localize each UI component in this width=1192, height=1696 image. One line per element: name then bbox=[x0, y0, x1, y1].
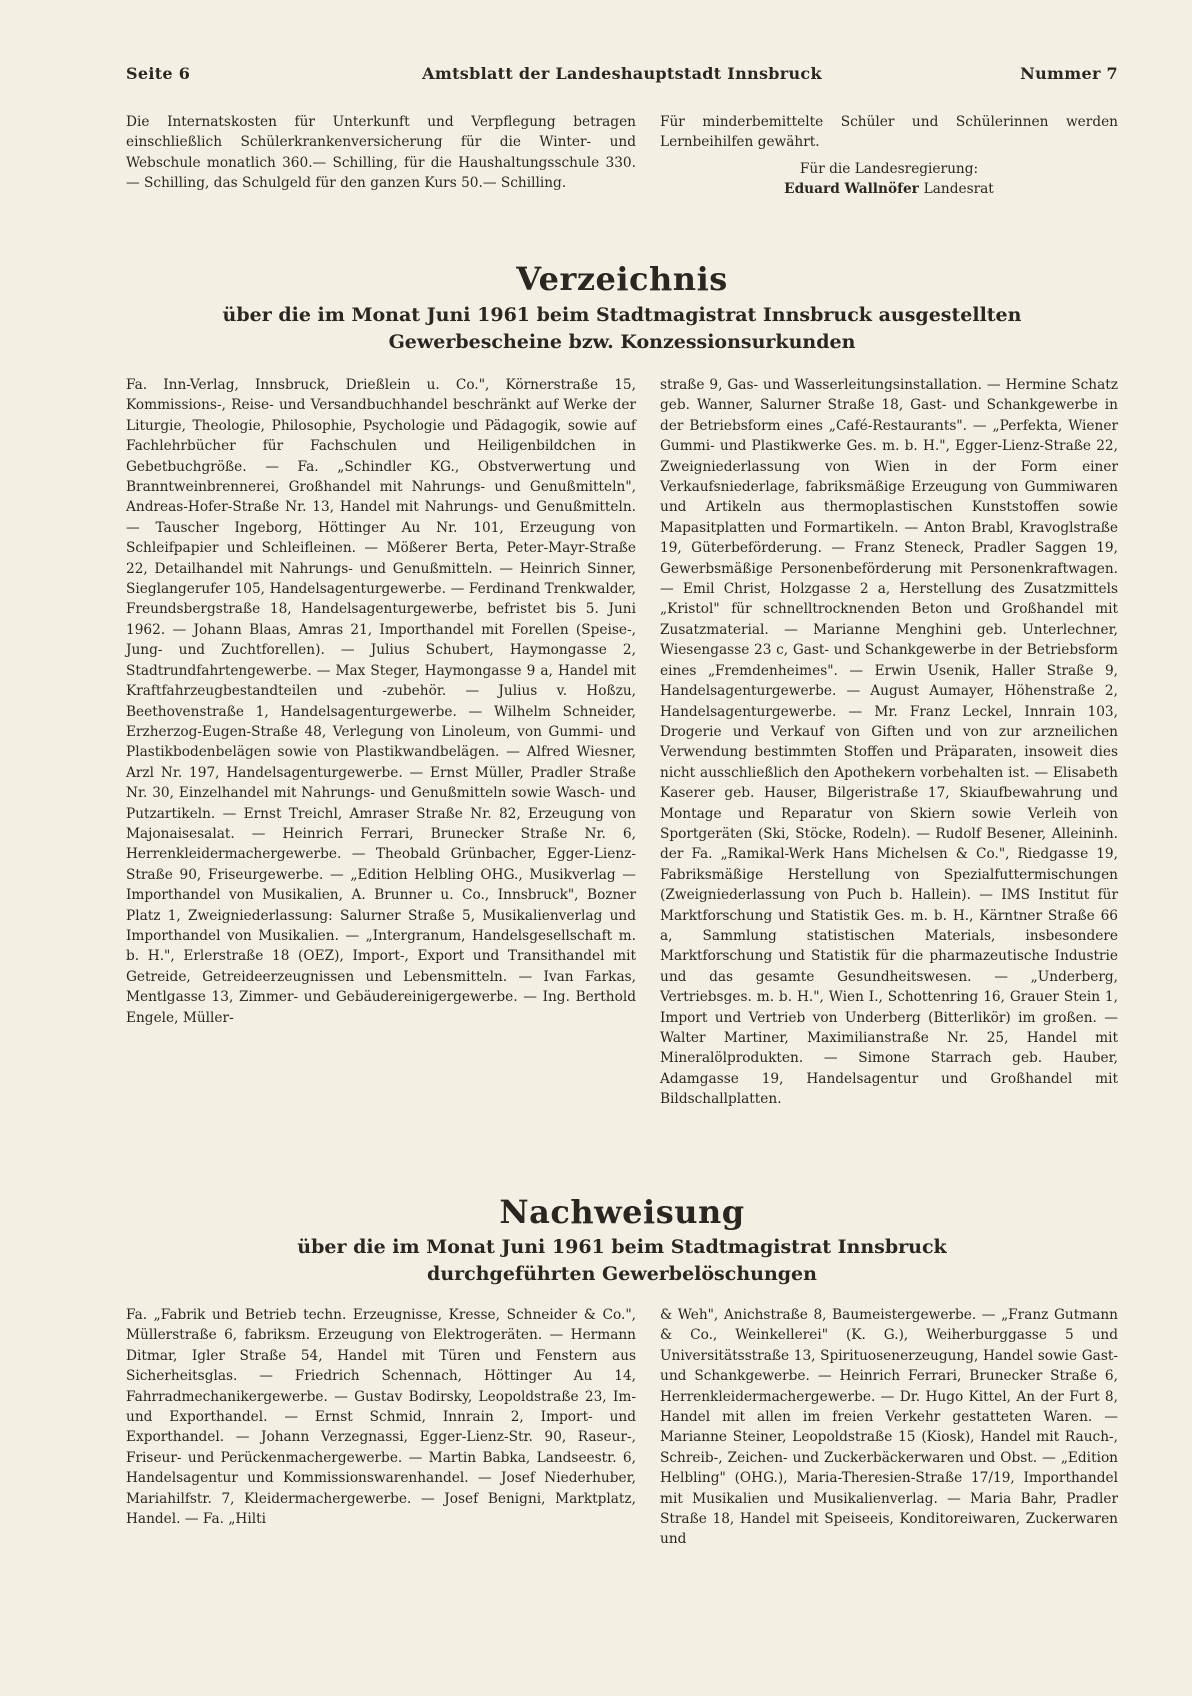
section1-subtitle-line1: über die im Monat Juni 1961 beim Stadtmagistrat Innsbruck ausgestellten bbox=[222, 304, 1022, 326]
page-number: Seite 6 bbox=[126, 64, 191, 83]
section1-right-column bbox=[660, 375, 1118, 1110]
section1-left-text: Fa. Inn-Verlag, Innsbruck, Drießlein u. Co.", Körnerstraße 15, Kommissions-, Reise- und Versandbuchhandel beschränkt auf Werke der Liturgie, Theologie, Philosophie, Psychologie und Pädagogik, sowie auf Fachlehrbücher für Fachschulen und Heiligenbildchen in Gebetbuchgröße. — Fa. „Schindler KG., Obstverwertung und Branntweinbrennerei, Großhandel mit Nahrungs- und Genußmitteln", Andreas-Hofer-Straße Nr. 13, Handel mit Nahrungs- und Genußmitteln. — Tauscher Ingeborg, Höttinger Au Nr. 101, Erzeugung von Schleifpapier und Schleifleinen. — Mößerer Berta, Peter-Mayr-Straße 22, Detailhandel mit Nahrungs- und Genußmitteln. — Heinrich Sinner, Sieglangerufer 105, Handelsagenturgewerbe. — Ferdinand Trenkwalder, Freundsbergstraße 18, Handelsagenturgewerbe, befristet bis 5. Juni 1962. — Johann Blaas, Amras 21, Importhandel mit Forellen (Speise-, Jung- und Zuchtforellen). — Julius Schubert, Haymongasse 2, Stadtrundfahrtengewerbe. — Max Steger, Haymongasse 9 a, Handel mit Kraftfahrzeugbestandteilen und -zubehör. — Julius v. Hoßzu, Beethovenstraße 1, Handelsagenturgewerbe. — Wilhelm Schneider, Erzherzog-Eugen-Straße 48, Verlegung von Linoleum, von Gummi- und Plastikbodenbelägen sowie von Plastikwandbelägen. — Alfred Wiesner, Arzl Nr. 197, Handelsagenturgewerbe. — Ernst Müller, Pradler Straße Nr. 30, Einzelhandel mit Nahrungs- und Genußmitteln sowie Wasch- und Putzartikeln. — Ernst Treichl, Amraser Straße Nr. 82, Erzeugung von Majonaisesalat. — Heinrich Ferrari, Brunecker Straße Nr. 6, Herrenkleidermachergewerbe. — Theobald Grünbacher, Egger-Lienz-Straße 90, Friseurgewerbe. — „Edition Helbling OHG., Musikverlag — Importhandel von Musikalien, A. Brunner u. Co., Innsbruck", Bozner Platz 1, Zweigniederlassung: Salurner Straße 5, Musikalienverlag und Importhandel von Musikalien. — „Intergranum, Handelsgesellschaft m. b. H.", Erlerstraße 18 (OEZ), Import-, Export und Transithandel mit Getreide, Getreideerzeugnissen und Lebensmitteln. — Ivan Farkas, Mentlgasse 13, Zimmer- und Gebäudereinigergewerbe. — Ing. Berthold Engele, Müller- bbox=[126, 377, 636, 1026]
section2-right-column bbox=[660, 1305, 1118, 1550]
issue-number: Nummer 7 bbox=[1020, 64, 1118, 83]
signature-line: Für die Landesregierung: bbox=[799, 160, 979, 177]
intro-right-text: Für minderbemittelte Schüler und Schülerinnen werden Lernbeihilfen gewährt. bbox=[660, 114, 1118, 151]
signature-name: Eduard Wallnöfer bbox=[784, 181, 919, 198]
section1-title: Verzeichnis bbox=[516, 260, 728, 298]
intro-left-column bbox=[126, 112, 636, 194]
section2-title: Nachweisung bbox=[499, 1193, 745, 1231]
signature-block bbox=[660, 179, 1118, 199]
publication-title: Amtsblatt der Landeshauptstadt Innsbruck bbox=[422, 64, 822, 83]
section2-left-column bbox=[126, 1305, 636, 1529]
section2-subtitle-line1: über die im Monat Juni 1961 beim Stadtmagistrat Innsbruck bbox=[297, 1236, 947, 1258]
section2-right-text: & Weh", Anichstraße 8, Baumeistergewerbe. — „Franz Gutmann & Co., Weinkellerei" (K. G.), Weiherburggasse 5 und Universitätsstraße 13, Spirituosenerzeugung, Handel sowie Gast- und Schankgewerbe. — Heinrich Ferrari, Brunecker Straße 6, Herrenkleidermachergewerbe. — Dr. Hugo Kittel, An der Furt 8, Handel mit allen im freien Verkehr gestatteten Waren. — Marianne Steiner, Leopoldstraße 15 (Kiosk), Handel mit Rauch-, Schreib-, Zeichen- und Zuckerbäckerwaren und Obst. — „Edition Helbling" (OHG.), Maria-Theresien-Straße 17/19, Importhandel mit Musikalien und Musikalienverlag. — Maria Bahr, Pradler Straße 18, Handel mit Speiseeis, Konditoreiwaren, Zuckerwaren und bbox=[660, 1307, 1118, 1548]
intro-right-column bbox=[660, 112, 1118, 200]
section2-subtitle-line2: durchgeführten Gewerbelöschungen bbox=[427, 1263, 817, 1285]
section2-subtitle bbox=[126, 1234, 1118, 1288]
signature-role: Landesrat bbox=[923, 181, 994, 198]
section1-right-text: straße 9, Gas- und Wasserleitungsinstallation. — Hermine Schatz geb. Wanner, Salurner Straße 18, Gast- und Schankgewerbe in der Betriebsform eines „Café-Restaurants". — „Perfekta, Wiener Gummi- und Plastikwerke Ges. m. b. H.", Egger-Lienz-Straße 22, Zweigniederlassung von Wien in der Form einer Verkaufsniederlage, fabriksmäßige Erzeugung von Gummiwaren und Artikeln aus thermoplastischen Kunststoffen sowie Mapasitplatten und Formartikeln. — Anton Brabl, Kravoglstraße 19, Güterbeförderung. — Franz Steneck, Pradler Saggen 19, Gewerbsmäßige Personenbeförderung mit Personenkraftwagen. — Emil Christ, Holzgasse 2 a, Herstellung des Zusatzmittels „Kristol" für schnelltrocknenden Beton und Großhandel mit Zusatzmaterial. — Marianne Menghini geb. Unterlechner, Wiesengasse 23 c, Gast- und Schankgewerbe in der Betriebsform eines „Fremdenheimes". — Erwin Usenik, Haller Straße 9, Handelsagenturgewerbe. — August Aumayer, Höhenstraße 2, Handelsagenturgewerbe. — Mr. Franz Leckel, Innrain 103, Drogerie und Verkauf von Giften und von zur arzneilichen Verwendung bestimmten Stoffen und Präparaten, insoweit dies nicht ausschließlich den Apothekern vorbehalten ist. — Elisabeth Kaserer geb. Hauser, Bilgeristraße 17, Skiaufbewahrung und Montage und Reparatur von Skiern sowie Verleih von Sportgeräten (Ski, Stöcke, Rodeln). — Rudolf Besener, Alleininh. der Fa. „Ramikal-Werk Hans Michelsen & Co.", Riedgasse 19, Fabriksmäßige Herstellung von Spezialfuttermischungen (Zweigniederlassung von Puch b. Hallein). — IMS Institut für Marktforschung und Statistik Ges. m. b. H., Kärntner Straße 66 a, Sammlung statistischen Materials, insbesondere Marktforschung und Statistik für die pharmazeutische Industrie und das gesamte Gesundheitswesen. — „Underberg, Vertriebsges. m. b. H.", Wien I., Schottenring 16, Grauer Stein 1, Import und Vertrieb von Underberg (Bitterlikör) im großen. — Walter Martiner, Maximilianstraße Nr. 25, Handel mit Mineralölprodukten. — Simone Starrach geb. Hauber, Adamgasse 19, Handelsagentur und Großhandel mit Bildschallplatten. bbox=[660, 377, 1118, 1108]
section2-left-text: Fa. „Fabrik und Betrieb techn. Erzeugnisse, Kresse, Schneider & Co.", Müllerstraße 6, fabriksm. Erzeugung von Elektrogeräten. — Hermann Ditmar, Igler Straße 54, Handel mit Türen und Fenstern aus Sicherheitsglas. — Friedrich Schennach, Höttinger Au 14, Fahrradmechanikergewerbe. — Gustav Bodirsky, Leopoldstraße 23, Im- und Exporthandel. — Ernst Schmid, Innrain 2, Import- und Exporthandel. — Johann Verzegnassi, Egger-Lienz-Str. 90, Raseur-, Friseur- und Perückenmachergewerbe. — Martin Babka, Landseestr. 6, Handelsagentur und Kommissionswarenhandel. — Josef Niederhuber, Mariahilfstr. 7, Kleidermachergewerbe. — Josef Benigni, Marktplatz, Handel. — Fa. „Hilti bbox=[126, 1307, 636, 1528]
intro-left-text: Die Internatskosten für Unterkunft und Verpflegung betragen einschließlich Schülerkrankenversicherung für die Winter- und Webschule monatlich 360.— Schilling, für die Haushaltungsschule 330.— Schilling, das Schulgeld für den ganzen Kurs 50.— Schilling. bbox=[126, 114, 636, 192]
page-header bbox=[126, 64, 1118, 86]
section1-left-column bbox=[126, 375, 636, 1028]
section1-subtitle-line2: Gewerbescheine bzw. Konzessionsurkunden bbox=[388, 331, 856, 353]
section1-subtitle bbox=[126, 302, 1118, 356]
